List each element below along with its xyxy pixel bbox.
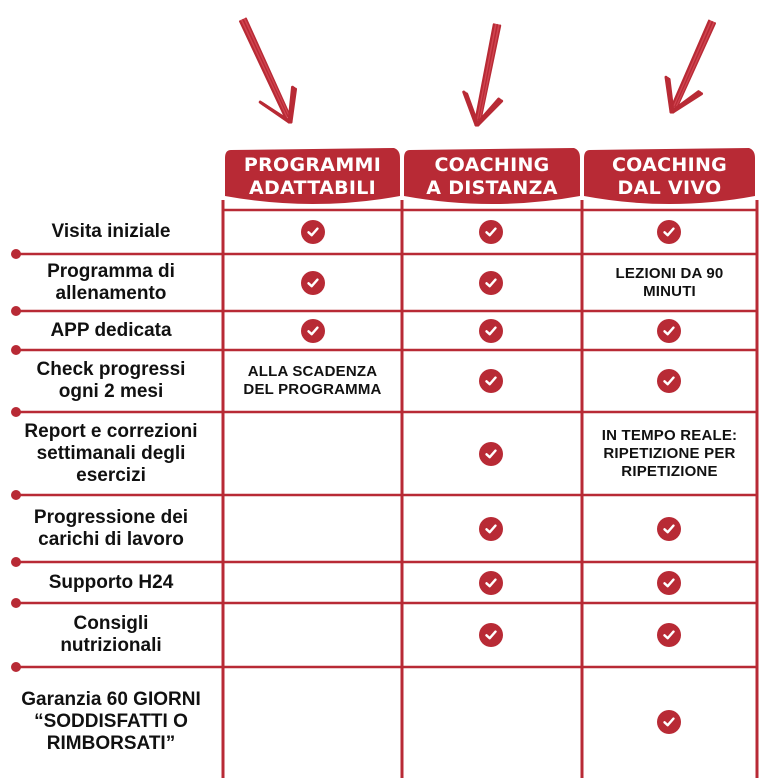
checkmark-icon — [657, 319, 681, 343]
row-label — [0, 603, 222, 667]
cell-note — [586, 254, 753, 311]
checkmark-icon — [479, 369, 503, 393]
row-label — [0, 495, 222, 562]
arrows-group — [240, 19, 715, 125]
arrow-down-icon — [240, 19, 295, 122]
checkmark-icon — [657, 571, 681, 595]
checkmark-icon — [657, 710, 681, 734]
row-label-line: Supporto H24 — [48, 571, 174, 593]
checkmark-icon — [479, 442, 503, 466]
checkmark-icon — [301, 319, 325, 343]
cell-note-line: RIPETIZIONE — [621, 462, 718, 480]
row-label — [0, 350, 222, 412]
checkmark-icon — [657, 220, 681, 244]
arrow-down-icon — [666, 21, 715, 112]
row-label-line: RIMBORSATI” — [46, 732, 176, 754]
row-label — [0, 667, 222, 776]
row-label-line: carichi di lavoro — [38, 528, 184, 550]
checkmark-icon — [657, 623, 681, 647]
row-label-line: APP dedicata — [50, 319, 172, 341]
checkmark-icon — [479, 571, 503, 595]
checkmark-icon — [479, 220, 503, 244]
row-label-line: allenamento — [55, 282, 167, 304]
row-label — [0, 210, 222, 254]
column-header-line: COACHING — [434, 154, 550, 176]
cell-note — [586, 412, 753, 495]
column-header-vivo — [584, 148, 755, 204]
column-header-line: DAL VIVO — [617, 177, 722, 199]
cell-note-line: ALLA SCADENZA — [247, 363, 378, 380]
row-label-line: “SODDISFATTI O — [34, 710, 188, 732]
row-label — [0, 311, 222, 350]
checkmark-icon — [479, 517, 503, 541]
checkmark-icon — [301, 271, 325, 295]
row-label-line: ogni 2 mesi — [58, 381, 164, 402]
row-label-line: settimanali degli — [36, 442, 186, 464]
row-label-line: Garanzia 60 GIORNI — [21, 688, 201, 710]
row-label — [0, 562, 222, 603]
column-header-line: A DISTANZA — [426, 177, 558, 199]
cell-note-line: MINUTI — [643, 282, 696, 300]
cell-note-line: IN TEMPO REALE: — [601, 426, 738, 444]
column-headers — [225, 148, 755, 204]
checkmark-icon — [479, 271, 503, 295]
row-label-line: Programma di — [47, 260, 175, 282]
column-header-line: COACHING — [611, 154, 728, 176]
checkmark-icon — [657, 369, 681, 393]
checkmark-icon — [479, 319, 503, 343]
column-header-line: ADATTABILI — [248, 177, 377, 199]
cell-note-line: RIPETIZIONE PER — [603, 444, 736, 462]
cell-note-line: LEZIONI DA 90 — [615, 264, 724, 282]
cell-note-line: DEL PROGRAMMA — [243, 381, 382, 398]
cell-note — [227, 350, 398, 412]
arrow-down-icon — [464, 24, 502, 125]
row-label-line: esercizi — [76, 464, 146, 486]
checkmark-icon — [479, 623, 503, 647]
row-label-line: Check progressi — [36, 359, 186, 380]
column-header-distanza — [404, 148, 580, 204]
row-label-line: Progressione dei — [33, 506, 189, 528]
checkmark-icon — [301, 220, 325, 244]
row-label-line: Report e correzioni — [24, 420, 198, 442]
row-label-line: Consigli — [73, 613, 149, 634]
column-header-line: PROGRAMMI — [243, 154, 382, 176]
row-label — [0, 412, 222, 495]
checkmark-icon — [657, 517, 681, 541]
row-label — [0, 254, 222, 311]
row-label-line: Visita iniziale — [51, 221, 171, 242]
column-header-programmi — [225, 148, 400, 204]
row-label-line: nutrizionali — [60, 635, 162, 656]
